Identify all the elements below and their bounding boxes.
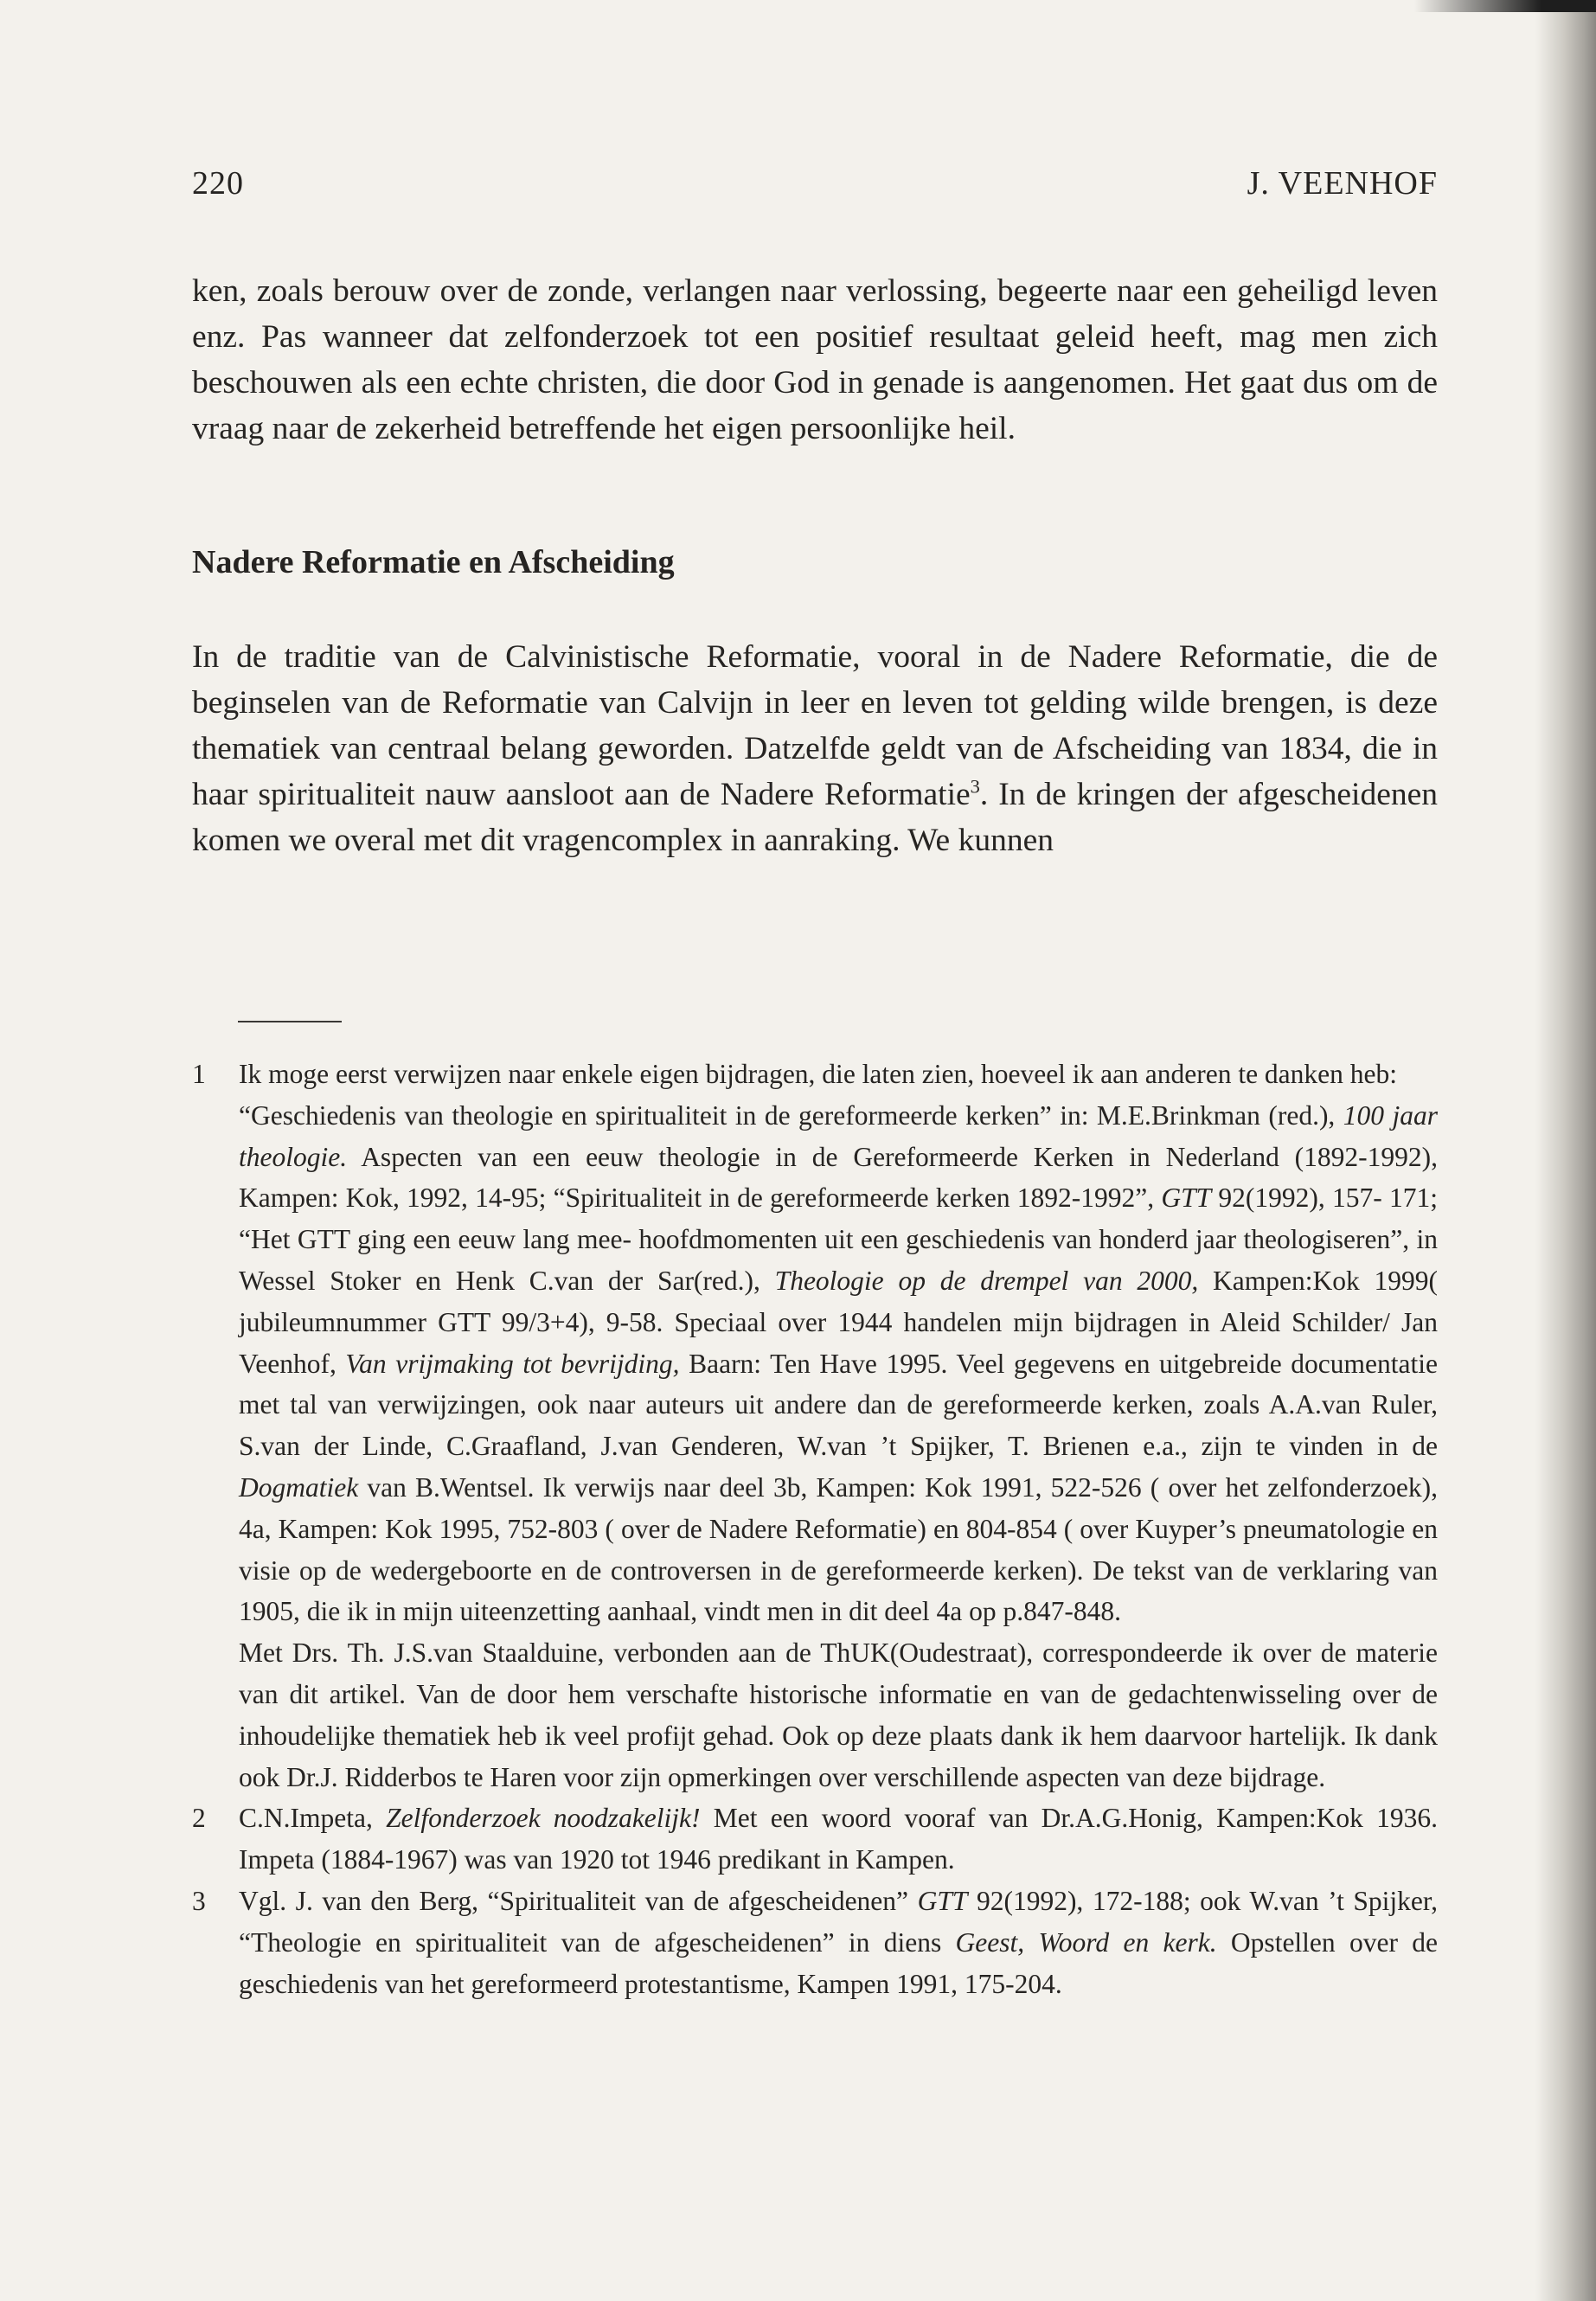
footnote-2 [192,1798,1438,1881]
footnote-title-italic: Theologie op de drempel van 2000, [774,1265,1199,1296]
page-corner-shadow [1414,0,1596,12]
footnote-text-part: C.N.Impeta, [239,1803,387,1834]
footnote-1 [192,1054,1438,1798]
footnote-text: Met Drs. Th. J.S.van Staalduine, verbonden aan de ThUK(Oudestraat), correspondeerde ik over de materie van dit artikel. Van de door hem verschafte historische informatie en van de gedachtenwisseling over de inhoudelijke thematiek heb ik veel profijt gehad. Ook op deze plaats dank ik hem daarvoor hartelijk. Ik dank ook Dr.J. Ridderbos te Haren voor zijn opmerkingen over verschillende aspecten van deze bijdrage. [239,1638,1438,1792]
footnote-reference: 3 [970,775,980,798]
footnote-title-italic: Zelfonderzoek noodzakelijk! [386,1803,701,1834]
page-edge-shadow [1535,0,1596,2301]
footnote-text-part: van B.Wentsel. Ik verwijs naar deel 3b, Kampen: Kok 1991, 522-526 ( over het zelfonderzoek), 4a, Kampen: Kok 1995, 752-803 ( over de Nadere Reformatie) en 804-854 ( over Kuyper’s pneumatologie en visie op de wedergeboorte en de controversen in de gereformeerde kerken). De tekst van de verklaring van 1905, die ik in mijn uiteenzetting aanhaal, vindt men in dit deel 4a op p.847-848. [239,1471,1438,1627]
footnote-text-part: 92(1992), 172-188; ook W.van ’t Spijker, “Theologie en spiritualiteit van de afgescheidenen” in diens [239,1885,1438,1958]
body-paragraph-1 [192,268,1438,452]
section-heading: Nadere Reformatie en Afscheiding [192,544,675,580]
body-paragraph-2 [192,634,1438,863]
footnote-separator [238,1021,342,1022]
footnote-text [239,1881,1438,2004]
page-number: 220 [192,165,244,202]
footnote-number: 1 [192,1059,206,1089]
paragraph-text-part: In de traditie van de Calvinistische Reformatie, vooral in de Nadere Reformatie, die de beginselen van de Reformatie van Calvijn in leer en leven tot gelding wilde brengen, is deze thematiek van centraal belang geworden. Datzelfde geldt van de Afscheiding van 1834, die in haar spiritualiteit nauw aansloot aan de Nadere Reformatie [192,639,1438,812]
footnote-number: 2 [192,1803,206,1834]
footnote-title-italic: Dogmatiek [239,1471,359,1503]
footnote-text-part: Met een woord vooraf van Dr.A.G.Honig, Kampen:Kok 1936. Impeta (1884-1967) was van 1920 tot 1946 predikant in Kampen. [239,1803,1438,1875]
footnote-text-part: Kampen:Kok 1999( jubileumnummer GTT 99/3+4), 9-58. Speciaal over 1944 handelen mijn bijdragen in Aleid Schilder/ Jan Veenhof, [239,1265,1439,1379]
footnote-text-part: 92(1992), 157- 171; “Het GTT ging een eeuw lang mee- hoofdmomenten uit een geschiedenis van honderd jaar theologiseren”, in Wessel Stoker en Henk C.van der Sar(red.), [239,1183,1438,1296]
footnote-text-part: Aspecten van een eeuw theologie in de Gereformeerde Kerken in Nederland (1892-1992), Kampen: Kok, 1992, 14-95; “Spiritualiteit in de gereformeerde kerken 1892-1992”, [239,1141,1438,1214]
footnote-3 [192,1881,1438,2004]
footnote-title-italic: 100 jaar theologie. [239,1099,1438,1172]
footnote-number: 3 [192,1885,206,1916]
paragraph-text: ken, zoals berouw over de zonde, verlangen naar verlossing, begeerte naar een geheiligd leven enz. Pas wanneer dat zelfonderzoek tot een positief resultaat geleid heeft, mag men zich beschouwen als een echte christen, die door God in genade is aangenomen. Het gaat dus om de vraag naar de zekerheid betreffende het eigen persoonlijke heil. [192,273,1438,446]
paragraph-text [192,634,1438,863]
footnote-title-italic: Geest, Woord en kerk. [955,1926,1217,1958]
footnotes [192,1054,1438,2004]
footnote-text: Ik moge eerst verwijzen naar enkele eigen bijdragen, die laten zien, hoeveel ik aan anderen te danken heb: [239,1059,1397,1089]
paragraph-text-part: . In de kringen der afgescheidenen komen we overal met dit vragencomplex in aanraking. We kunnen [192,777,1438,858]
footnote-text-part: Baarn: Ten Have 1995. Veel gegevens en uitgebreide documentatie met tal van verwijzingen, ook naar auteurs uit andere dan de gereformeerde kerken, zoals A.A.van Ruler, S.van der Linde, C.Graafland, J.van Genderen, W.van ’t Spijker, T. Brienen e.a., zijn te vinden in de [239,1348,1438,1462]
footnote-title-italic: GTT [917,1885,968,1916]
footnote-title-italic: GTT [1161,1183,1212,1214]
footnote-text [239,1798,1438,1881]
footnote-text-part: Opstellen over de geschiedenis van het gereformeerd protestantisme, Kampen 1991, 175-204. [239,1926,1439,1999]
footnote-text-part: “Geschiedenis van theologie en spiritualiteit in de gereformeerde kerken” in: M.E.Brinkman (red.), [239,1099,1343,1131]
running-head-author: J. VEENHOF [1247,165,1438,202]
footnote-title-italic: Van vrijmaking tot bevrijding, [345,1348,680,1379]
running-header [192,164,1438,208]
footnote-text-part: Vgl. J. van den Berg, “Spiritualiteit van de afgescheidenen” [239,1885,918,1916]
footnote-text [239,1095,1438,1632]
